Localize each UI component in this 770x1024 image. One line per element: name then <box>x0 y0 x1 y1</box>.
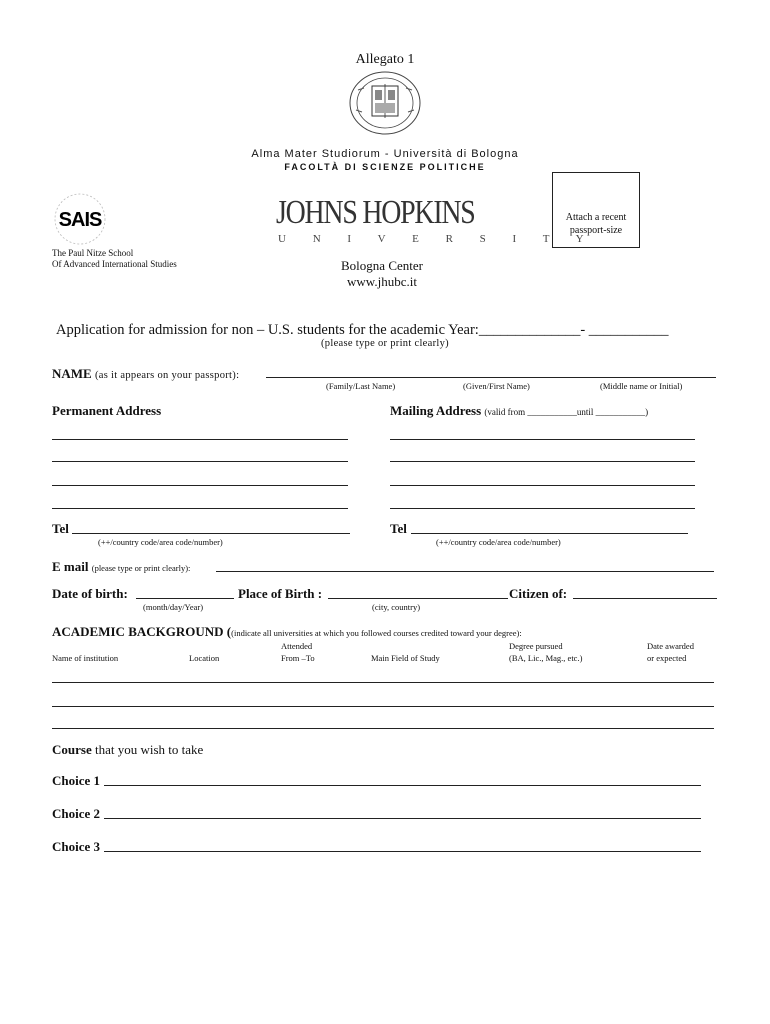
choice-2-field[interactable] <box>104 818 701 819</box>
mailing-address-line-3[interactable] <box>390 485 695 486</box>
mailing-address-line-1[interactable] <box>390 439 695 440</box>
email-field[interactable] <box>216 571 714 572</box>
permanent-address-line-3[interactable] <box>52 485 348 486</box>
tel-field-mailing[interactable] <box>411 533 688 534</box>
permanent-address-line-1[interactable] <box>52 439 348 440</box>
pob-hint: (city, country) <box>372 602 421 612</box>
name-sub-family: (Family/Last Name) <box>326 381 396 391</box>
col-attended-2: From –To <box>281 653 315 663</box>
course-label: Course <box>52 742 92 757</box>
academic-line-3[interactable] <box>52 728 714 729</box>
choice-1-label: Choice 1 <box>52 773 101 788</box>
col-location: Location <box>189 653 220 663</box>
mailing-address-row <box>390 403 648 419</box>
name-row <box>52 366 239 382</box>
form-subtitle: (please type or print clearly) <box>321 338 449 349</box>
mailing-address-line-2[interactable] <box>390 461 695 462</box>
col-field: Main Field of Study <box>371 653 440 663</box>
tel-field-permanent[interactable] <box>72 533 350 534</box>
tel-label-permanent: Tel <box>52 521 69 536</box>
academic-line-1[interactable] <box>52 682 714 683</box>
academic-note: (indicate all universities at which you followed courses credited toward your degree): <box>231 628 522 638</box>
website: www.jhubc.it <box>347 274 417 289</box>
name-sub-given: (Given/First Name) <box>463 381 530 391</box>
course-text: that you wish to take <box>94 742 204 757</box>
university-name: Alma Mater Studiorum - Università di Bologna <box>251 148 519 160</box>
tel-label-mailing: Tel <box>390 521 407 536</box>
dob-label: Date of birth: <box>52 586 128 601</box>
allegato-label: Allegato 1 <box>355 52 415 67</box>
tel-hint-mailing: (++/country code/area code/number) <box>436 537 561 547</box>
permanent-address-line-2[interactable] <box>52 461 348 462</box>
faculty-name: FACOLTÀ DI SCIENZE POLITICHE <box>284 162 486 172</box>
sais-logo <box>48 190 112 248</box>
name-field[interactable] <box>266 377 716 378</box>
bologna-center: Bologna Center <box>341 258 423 273</box>
permanent-address-label: Permanent Address <box>52 403 162 418</box>
citizen-field[interactable] <box>573 598 717 599</box>
jhu-logo-name: JOHNS HOPKINS <box>276 194 475 231</box>
school-line-1: The Paul Nitze School <box>52 248 134 258</box>
col-date-2: or expected <box>647 653 687 663</box>
photo-box-label: Attach a recent passport-size <box>565 212 627 236</box>
university-seal-icon <box>348 70 422 136</box>
svg-text:SAIS: SAIS <box>58 209 102 231</box>
email-note: (please type or print clearly): <box>91 563 191 573</box>
school-line-2: Of Advanced International Studies <box>52 259 177 269</box>
dob-field[interactable] <box>136 598 234 599</box>
form-title: Application for admission for non – U.S. students for the academic Year:______________- ___________ <box>56 322 669 338</box>
col-institution: Name of institution <box>52 653 119 663</box>
choice-2-label: Choice 2 <box>52 806 101 821</box>
jhu-logo-university: U N I V E R S I T Y <box>278 233 596 245</box>
pob-label: Place of Birth : <box>238 586 323 601</box>
col-degree-1: Degree pursued <box>509 641 563 651</box>
col-date-1: Date awarded <box>647 641 694 651</box>
mailing-address-line-4[interactable] <box>390 508 695 509</box>
citizen-label-text: Citizen of <box>509 586 563 601</box>
name-sub-middle: (Middle name or Initial) <box>600 381 683 391</box>
col-degree-2: (BA, Lic., Mag., etc.) <box>509 653 583 663</box>
pob-label-text: Place of Birth <box>238 586 315 601</box>
choice-1-field[interactable] <box>104 785 701 786</box>
dob-hint: (month/day/Year) <box>143 602 204 612</box>
pob-field[interactable] <box>328 598 508 599</box>
academic-row: ACADEMIC BACKGROUND ((indicate all universities at which you followed courses credited toward your degree): <box>52 624 522 639</box>
mailing-note: (valid from ___________until ___________) <box>484 407 649 417</box>
dob-label-text: Date of birth <box>52 586 124 601</box>
academic-label: ACADEMIC BACKGROUND <box>52 624 224 639</box>
choice-3-field[interactable] <box>104 851 701 852</box>
photo-box[interactable] <box>552 172 640 248</box>
name-note: (as it appears on your passport): <box>94 370 240 381</box>
col-attended-1: Attended <box>281 641 313 651</box>
citizen-label: Citizen of: <box>509 586 568 601</box>
academic-line-2[interactable] <box>52 706 714 707</box>
mailing-address-label: Mailing Address <box>390 403 482 418</box>
name-label: NAME <box>52 366 92 381</box>
tel-hint-permanent: (++/country code/area code/number) <box>98 537 223 547</box>
permanent-address-line-4[interactable] <box>52 508 348 509</box>
course-row <box>52 742 203 758</box>
email-row <box>52 559 190 575</box>
email-label: E mail <box>52 559 89 574</box>
choice-3-label: Choice 3 <box>52 839 101 854</box>
